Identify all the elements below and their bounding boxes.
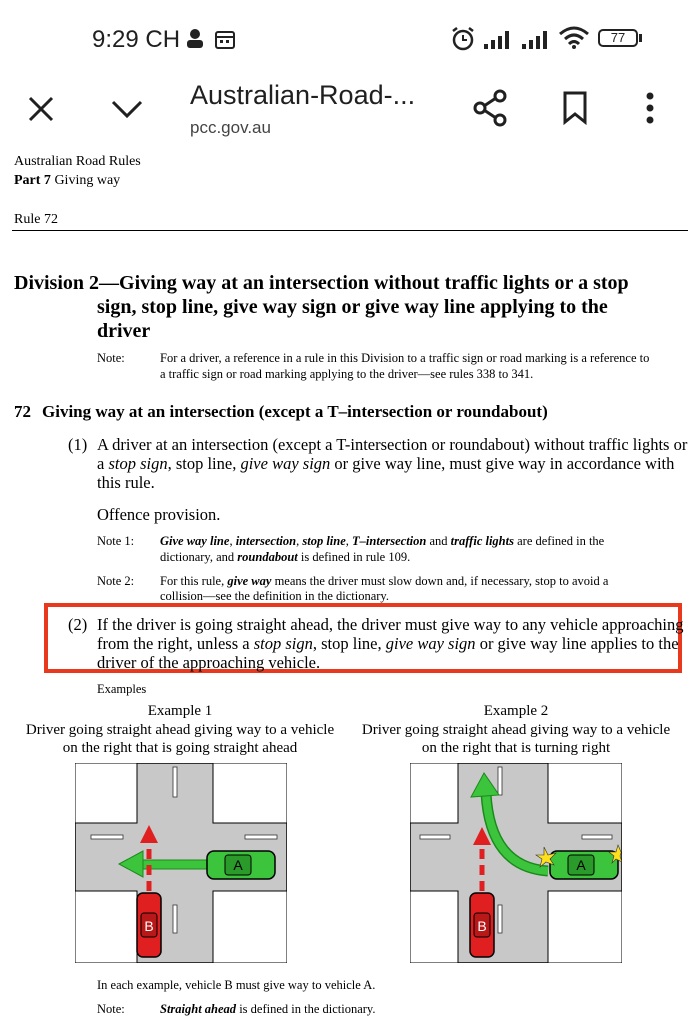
sub1-line-2 — [97, 454, 674, 474]
footer-note — [160, 1001, 376, 1017]
note2-label: Note 2: — [97, 574, 135, 588]
part-rest: Giving way — [50, 173, 121, 188]
note1-label: Note 1: — [97, 534, 135, 548]
note-line-2: a traffic sign or road marking applying to the driver—see rules 338 to 341. — [160, 367, 534, 381]
sub1-line-3: this rule. — [97, 473, 155, 492]
example1-desc-2: on the right that is going straight ahead — [62, 740, 298, 756]
example1-title: Example 1 — [147, 703, 213, 719]
n1c: intersection — [235, 534, 297, 548]
browser-toolbar — [0, 70, 692, 156]
example1-desc-1: Driver going straight ahead giving way to a vehicle — [25, 722, 335, 738]
division-title-1: Division 2—Giving way at an intersection without traffic lights or a stop — [14, 272, 629, 294]
doc-header-part — [14, 173, 120, 189]
note-line-1: For a driver, a reference in a rule in this Division to a traffic sign or road marking is a reference to — [160, 351, 650, 365]
part-bold: Part 7 — [14, 173, 51, 188]
more-options-icon[interactable] — [640, 90, 660, 126]
doc-header-title: Australian Road Rules — [14, 154, 141, 169]
s2d: give way sign — [385, 634, 476, 653]
note1-line-1 — [160, 533, 604, 549]
rule-heading-text: Giving way at an intersection (except a T–intersection or roundabout) — [42, 402, 548, 421]
header-divider — [12, 230, 688, 231]
signal-icon-2 — [520, 28, 554, 50]
page-title: Australian-Road-... — [190, 80, 416, 110]
sub2-num: (2) — [68, 615, 88, 634]
share-icon[interactable] — [472, 88, 510, 128]
sub2-line-1: If the driver is going straight ahead, the driver must give way to any vehicle approaching — [97, 615, 684, 634]
n1a: Give way line — [160, 534, 230, 548]
examples-label: Examples — [97, 682, 147, 696]
n1k: dictionary, and — [160, 550, 238, 564]
s1c: , stop line, — [167, 454, 241, 473]
battery-icon — [598, 29, 638, 47]
s1a: a — [97, 454, 109, 473]
s1d: give way sign — [240, 454, 331, 473]
example2-diagram — [410, 763, 622, 963]
note1-line-2 — [160, 549, 410, 565]
note2-line-2: collision—see the definition in the dictionary. — [160, 589, 389, 603]
n1l: roundabout — [237, 550, 298, 564]
signal-icon-1 — [482, 28, 516, 50]
s1b: stop sign — [108, 454, 168, 473]
wifi-icon — [558, 26, 590, 50]
status-bar — [0, 0, 692, 70]
n1d: , — [296, 534, 303, 548]
example2-title: Example 2 — [483, 703, 549, 719]
rule-heading-num: 72 — [14, 402, 31, 421]
car-b-2-label: B — [477, 918, 487, 934]
note2-line-1 — [160, 573, 608, 589]
sub1-num: (1) — [68, 435, 88, 454]
chevron-down-icon[interactable] — [108, 92, 146, 126]
offence-provision: Offence provision. — [97, 505, 221, 524]
sub1-line-1: A driver at an intersection (except a T-intersection or roundabout) without traffic lights or — [97, 435, 688, 454]
calendar-icon — [214, 29, 236, 49]
n2a: For this rule, — [160, 574, 228, 588]
n1j: are defined in the — [513, 534, 605, 548]
car-a-2-label: A — [576, 857, 586, 873]
footer-note-label: Note: — [97, 1002, 125, 1016]
s1e: or give way line, must give way in accordance with — [330, 454, 675, 473]
n1e: stop line — [302, 534, 346, 548]
bookmark-icon[interactable] — [560, 90, 590, 126]
n1f: , — [345, 534, 353, 548]
example2-desc-2: on the right that is turning right — [421, 740, 611, 756]
car-b-label: B — [144, 918, 154, 934]
rule-ref: Rule 72 — [14, 212, 58, 227]
n1b: , — [229, 534, 236, 548]
page-url: pcc.gov.au — [190, 118, 271, 137]
example2-desc-1: Driver going straight ahead giving way to a vehicle — [361, 722, 671, 738]
sub2-line-2 — [97, 634, 679, 654]
n2b: give way — [227, 574, 272, 588]
n1i: traffic lights — [450, 534, 514, 548]
n1m: is defined in rule 109. — [297, 550, 411, 564]
division-title-3: driver — [97, 320, 151, 342]
close-icon[interactable] — [24, 92, 58, 126]
fn-rest: is defined in the dictionary. — [236, 1002, 376, 1016]
s2c: , stop line, — [312, 634, 386, 653]
division-title-2: sign, stop line, give way sign or give way line applying to the — [97, 296, 608, 318]
example1-diagram — [75, 763, 287, 963]
status-time: 9:29 CH — [92, 26, 181, 53]
n2c: means the driver must slow down and, if necessary, stop to avoid a — [271, 574, 609, 588]
s2b: stop sign — [253, 634, 313, 653]
n1h: and — [426, 534, 451, 548]
note-label: Note: — [97, 351, 125, 365]
footer-text: In each example, vehicle B must give way to vehicle A. — [97, 978, 376, 992]
s2a: from the right, unless a — [97, 634, 254, 653]
battery-tip — [639, 34, 642, 42]
battery-level: 77 — [610, 30, 626, 45]
alarm-icon — [450, 26, 476, 52]
sub2-line-3: driver of the approaching vehicle. — [97, 653, 321, 672]
n1g: T–intersection — [352, 534, 427, 548]
s2e: or give way line applies to the — [475, 634, 679, 653]
incognito-icon — [184, 28, 206, 50]
car-a-label: A — [233, 857, 243, 873]
fn-bold: Straight ahead — [160, 1002, 237, 1016]
